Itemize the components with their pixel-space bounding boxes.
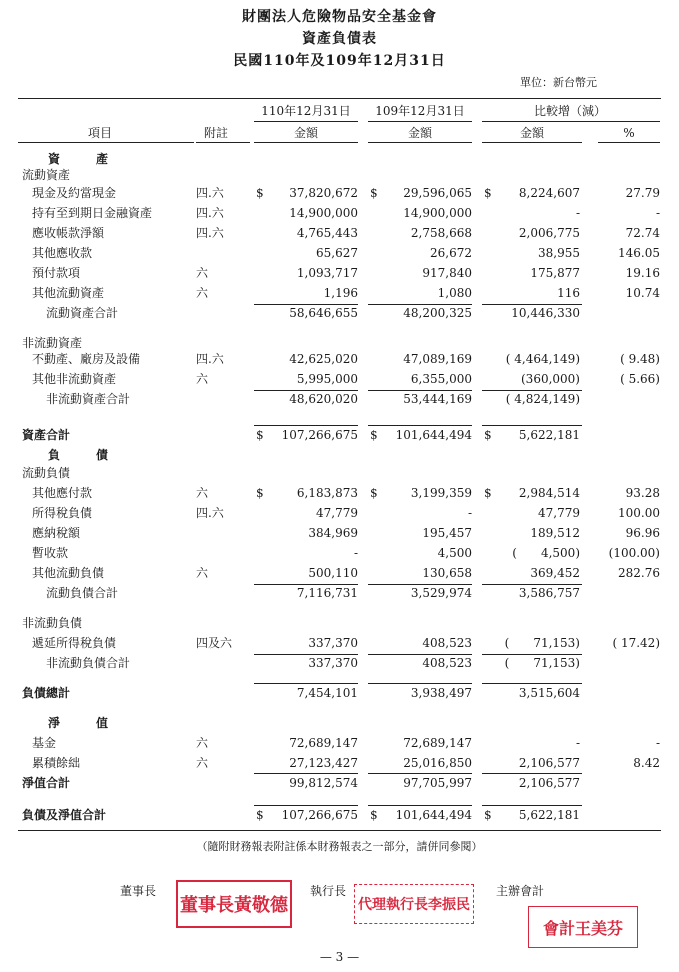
amount-change: ( 71,153) <box>504 656 580 670</box>
row-label: 其他應收款 <box>32 246 93 260</box>
report-period: 民國110年及109年12月31日 <box>233 53 446 69</box>
row-label: 流動負債 <box>22 466 71 480</box>
total-rule <box>482 425 582 426</box>
chairman-label: 董事長 <box>120 884 157 898</box>
amount-2020: 97,705,997 <box>403 776 472 790</box>
total-rule <box>254 425 358 426</box>
amount-2020: 14,900,000 <box>403 206 472 220</box>
row-label: 淨 值 <box>48 716 109 730</box>
amount-2020: 101,644,494 <box>395 428 472 442</box>
amount-2020: 6,355,000 <box>410 372 472 386</box>
subtotal-rule <box>254 304 358 305</box>
percent-change: - <box>655 736 660 750</box>
amount-2020: 917,840 <box>422 266 472 280</box>
percent-change: 27.79 <box>625 186 660 200</box>
amount-2020: 53,444,169 <box>403 392 472 406</box>
row-note: 六 <box>196 286 209 300</box>
row-label: 所得稅負債 <box>32 506 93 520</box>
amount-2021: 7,116,731 <box>296 586 358 600</box>
row-note: 四及六 <box>196 636 233 650</box>
row-label: 其他應付款 <box>32 486 93 500</box>
report-title: 資產負債表 <box>302 31 377 47</box>
currency-symbol: $ <box>484 186 492 200</box>
row-note: 四.六 <box>196 186 224 200</box>
row-label: 其他流動資產 <box>32 286 105 300</box>
currency-symbol: $ <box>484 808 492 822</box>
amount-2021: 107,266,675 <box>281 428 358 442</box>
subtotal-rule <box>254 654 358 655</box>
amount-2020: 26,672 <box>430 246 472 260</box>
row-label: 應納稅額 <box>32 526 81 540</box>
amount-change: - <box>575 736 580 750</box>
row-label: 非流動負債合計 <box>46 656 131 670</box>
percent-change: - <box>655 206 660 220</box>
header-bottom-rule-item <box>18 142 194 143</box>
row-label: 基金 <box>32 736 57 750</box>
amount-change: 5,622,181 <box>518 808 580 822</box>
subtotal-rule <box>254 390 358 391</box>
amount-2020: 72,689,147 <box>403 736 472 750</box>
percent-change: 146.05 <box>618 246 660 260</box>
subtotal-rule <box>254 584 358 585</box>
col-amount-2020: 金額 <box>407 126 432 140</box>
amount-change: ( 4,824,149) <box>505 392 580 406</box>
ceo-label: 執行長 <box>310 884 347 898</box>
amount-change: 2,984,514 <box>518 486 580 500</box>
amount-change: 10,446,330 <box>511 306 580 320</box>
total-rule <box>368 425 472 426</box>
row-label: 預付款項 <box>32 266 81 280</box>
amount-2020: 29,596,065 <box>403 186 472 200</box>
total-rule <box>482 773 582 774</box>
amount-2021: 4,765,443 <box>296 226 358 240</box>
row-note: 六 <box>196 566 209 580</box>
amount-change: 38,955 <box>538 246 580 260</box>
header-bottom-rule-pct <box>598 142 660 143</box>
row-note: 六 <box>196 266 209 280</box>
row-label: 流動負債合計 <box>46 586 119 600</box>
row-note: 六 <box>196 736 209 750</box>
amount-2021: 65,627 <box>316 246 358 260</box>
currency-symbol: $ <box>484 428 492 442</box>
amount-change: 47,779 <box>538 506 580 520</box>
amount-2020: 101,644,494 <box>395 808 472 822</box>
ceo-seal: 代理執行長李振民 <box>354 884 474 924</box>
amount-2020: 3,529,974 <box>410 586 472 600</box>
amount-2021: 14,900,000 <box>289 206 358 220</box>
amount-change: 369,452 <box>530 566 580 580</box>
amount-change: 189,512 <box>530 526 580 540</box>
header-bottom-rule-change <box>482 142 582 143</box>
row-label: 應收帳款淨額 <box>32 226 105 240</box>
amount-2021: 5,995,000 <box>296 372 358 386</box>
amount-2021: 37,820,672 <box>289 186 358 200</box>
percent-change: ( 9.48) <box>620 352 660 366</box>
amount-2020: 3,199,359 <box>410 486 472 500</box>
percent-change: (100.00) <box>608 546 660 560</box>
amount-change: 5,622,181 <box>518 428 580 442</box>
currency-symbol: $ <box>256 186 264 200</box>
header-rule-2020 <box>368 121 472 122</box>
row-label: 資產合計 <box>22 428 71 442</box>
row-label: 淨值合計 <box>22 776 71 790</box>
amount-change: - <box>575 206 580 220</box>
row-label: 持有至到期日金融資產 <box>32 206 153 220</box>
row-label: 負債及淨值合計 <box>22 808 107 822</box>
amount-2021: 58,646,655 <box>289 306 358 320</box>
amount-2021: 6,183,873 <box>296 486 358 500</box>
currency-symbol: $ <box>370 428 378 442</box>
total-rule <box>254 683 358 684</box>
amount-change: ( 71,153) <box>504 636 580 650</box>
header-bottom-rule-2020 <box>368 142 472 143</box>
amount-2021: 337,370 <box>308 656 358 670</box>
amount-2021: 27,123,427 <box>289 756 358 770</box>
amount-2020: 408,523 <box>422 636 472 650</box>
total-rule <box>482 805 582 806</box>
amount-change: 2,106,577 <box>518 756 580 770</box>
total-rule <box>254 805 358 806</box>
currency-symbol: $ <box>256 808 264 822</box>
amount-change: 2,106,577 <box>518 776 580 790</box>
col-amount-2021: 金額 <box>293 126 318 140</box>
row-label: 累積餘絀 <box>32 756 81 770</box>
amount-2021: 1,196 <box>323 286 358 300</box>
row-note: 四.六 <box>196 226 224 240</box>
amount-2020: 47,089,169 <box>403 352 472 366</box>
amount-2020: 130,658 <box>422 566 472 580</box>
accountant-seal: 會計王美芬 <box>528 906 638 948</box>
percent-change: 8.42 <box>633 756 660 770</box>
currency-symbol: $ <box>370 808 378 822</box>
header-bottom-rule-note <box>196 142 250 143</box>
header-bottom-rule-2021 <box>254 142 358 143</box>
amount-2021: 107,266,675 <box>281 808 358 822</box>
row-label: 遞延所得稅負債 <box>32 636 117 650</box>
amount-2020: 195,457 <box>422 526 472 540</box>
col-amount-change: 金額 <box>519 126 544 140</box>
row-label: 非流動負債 <box>22 616 83 630</box>
header-rule-change <box>482 121 660 122</box>
currency-symbol: $ <box>370 486 378 500</box>
amount-2020: 1,080 <box>437 286 472 300</box>
amount-2021: 7,454,101 <box>296 686 358 700</box>
amount-2021: 337,370 <box>308 636 358 650</box>
amount-2020: 408,523 <box>422 656 472 670</box>
amount-2021: 72,689,147 <box>289 736 358 750</box>
row-note: 六 <box>196 372 209 386</box>
row-label: 其他流動負債 <box>32 566 105 580</box>
currency-symbol: $ <box>484 486 492 500</box>
header-rule-2021 <box>254 121 358 122</box>
table-bottom-rule <box>18 830 661 831</box>
percent-change: 282.76 <box>618 566 660 580</box>
subtotal-rule <box>368 390 472 391</box>
subtotal-rule <box>482 654 582 655</box>
currency-unit: 單位：新台幣元 <box>520 76 597 89</box>
row-note: 六 <box>196 486 209 500</box>
amount-change: 3,515,604 <box>518 686 580 700</box>
page-number: — 3 — <box>319 950 360 964</box>
amount-2021: 48,620,020 <box>289 392 358 406</box>
row-label: 負債總計 <box>22 686 71 700</box>
row-note: 四.六 <box>196 352 224 366</box>
amount-change: ( 4,500) <box>512 546 580 560</box>
percent-change: 72.74 <box>625 226 660 240</box>
amount-change: 175,877 <box>530 266 580 280</box>
amount-2020: 48,200,325 <box>403 306 472 320</box>
amount-2021: 42,625,020 <box>289 352 358 366</box>
row-label: 不動產、廠房及設備 <box>32 352 141 366</box>
org-name: 財團法人危險物品安全基金會 <box>242 9 437 25</box>
amount-change: (360,000) <box>521 372 580 386</box>
percent-change: ( 17.42) <box>612 636 660 650</box>
row-note: 四.六 <box>196 506 224 520</box>
row-label: 非流動資產合計 <box>46 392 131 406</box>
row-label: 暫收款 <box>32 546 69 560</box>
amount-change: ( 4,464,149) <box>505 352 580 366</box>
row-label: 負 債 <box>48 448 109 462</box>
percent-change: 93.28 <box>625 486 660 500</box>
amount-2021: 1,093,717 <box>296 266 358 280</box>
col-item: 項目 <box>87 126 112 140</box>
row-label: 流動資產 <box>22 168 71 182</box>
total-rule <box>254 773 358 774</box>
footer-note: （隨附財務報表附註係本財務報表之一部分，請併同參閱） <box>196 840 483 853</box>
amount-2020: 3,938,497 <box>410 686 472 700</box>
amount-2021: 384,969 <box>308 526 358 540</box>
row-label: 其他非流動資產 <box>32 372 117 386</box>
amount-2021: 500,110 <box>308 566 358 580</box>
chairman-seal: 董事長黃敬德 <box>176 880 292 928</box>
percent-change: ( 5.66) <box>620 372 660 386</box>
currency-symbol: $ <box>256 428 264 442</box>
amount-2020: 2,758,668 <box>410 226 472 240</box>
subtotal-rule <box>368 584 472 585</box>
amount-2020: 25,016,850 <box>403 756 472 770</box>
amount-change: 116 <box>557 286 580 300</box>
total-rule <box>368 773 472 774</box>
subtotal-rule <box>368 304 472 305</box>
percent-change: 100.00 <box>618 506 660 520</box>
col-date-2021: 110年12月31日 <box>261 104 351 118</box>
col-date-2020: 109年12月31日 <box>375 104 465 118</box>
amount-2021: 47,779 <box>316 506 358 520</box>
col-change: 比較增（減） <box>533 104 606 118</box>
col-percent: % <box>623 126 635 140</box>
percent-change: 96.96 <box>625 526 660 540</box>
percent-change: 10.74 <box>625 286 660 300</box>
amount-2021: - <box>353 546 358 560</box>
row-label: 非流動資產 <box>22 336 83 350</box>
subtotal-rule <box>482 584 582 585</box>
amount-change: 2,006,775 <box>518 226 580 240</box>
percent-change: 19.16 <box>625 266 660 280</box>
subtotal-rule <box>368 654 472 655</box>
row-note: 六 <box>196 756 209 770</box>
amount-change: 8,224,607 <box>518 186 580 200</box>
subtotal-rule <box>482 304 582 305</box>
subtotal-rule <box>482 390 582 391</box>
col-note: 附註 <box>203 126 228 140</box>
currency-symbol: $ <box>256 486 264 500</box>
table-top-rule <box>18 98 661 99</box>
row-label: 現金及約當現金 <box>32 186 117 200</box>
row-label: 流動資產合計 <box>46 306 119 320</box>
row-note: 四.六 <box>196 206 224 220</box>
currency-symbol: $ <box>370 186 378 200</box>
total-rule <box>368 683 472 684</box>
accountant-label: 主辦會計 <box>496 884 545 898</box>
amount-2021: 99,812,574 <box>289 776 358 790</box>
amount-2020: - <box>467 506 472 520</box>
amount-change: 3,586,757 <box>518 586 580 600</box>
row-label: 資 產 <box>48 152 109 166</box>
amount-2020: 4,500 <box>437 546 472 560</box>
total-rule <box>482 683 582 684</box>
total-rule <box>368 805 472 806</box>
